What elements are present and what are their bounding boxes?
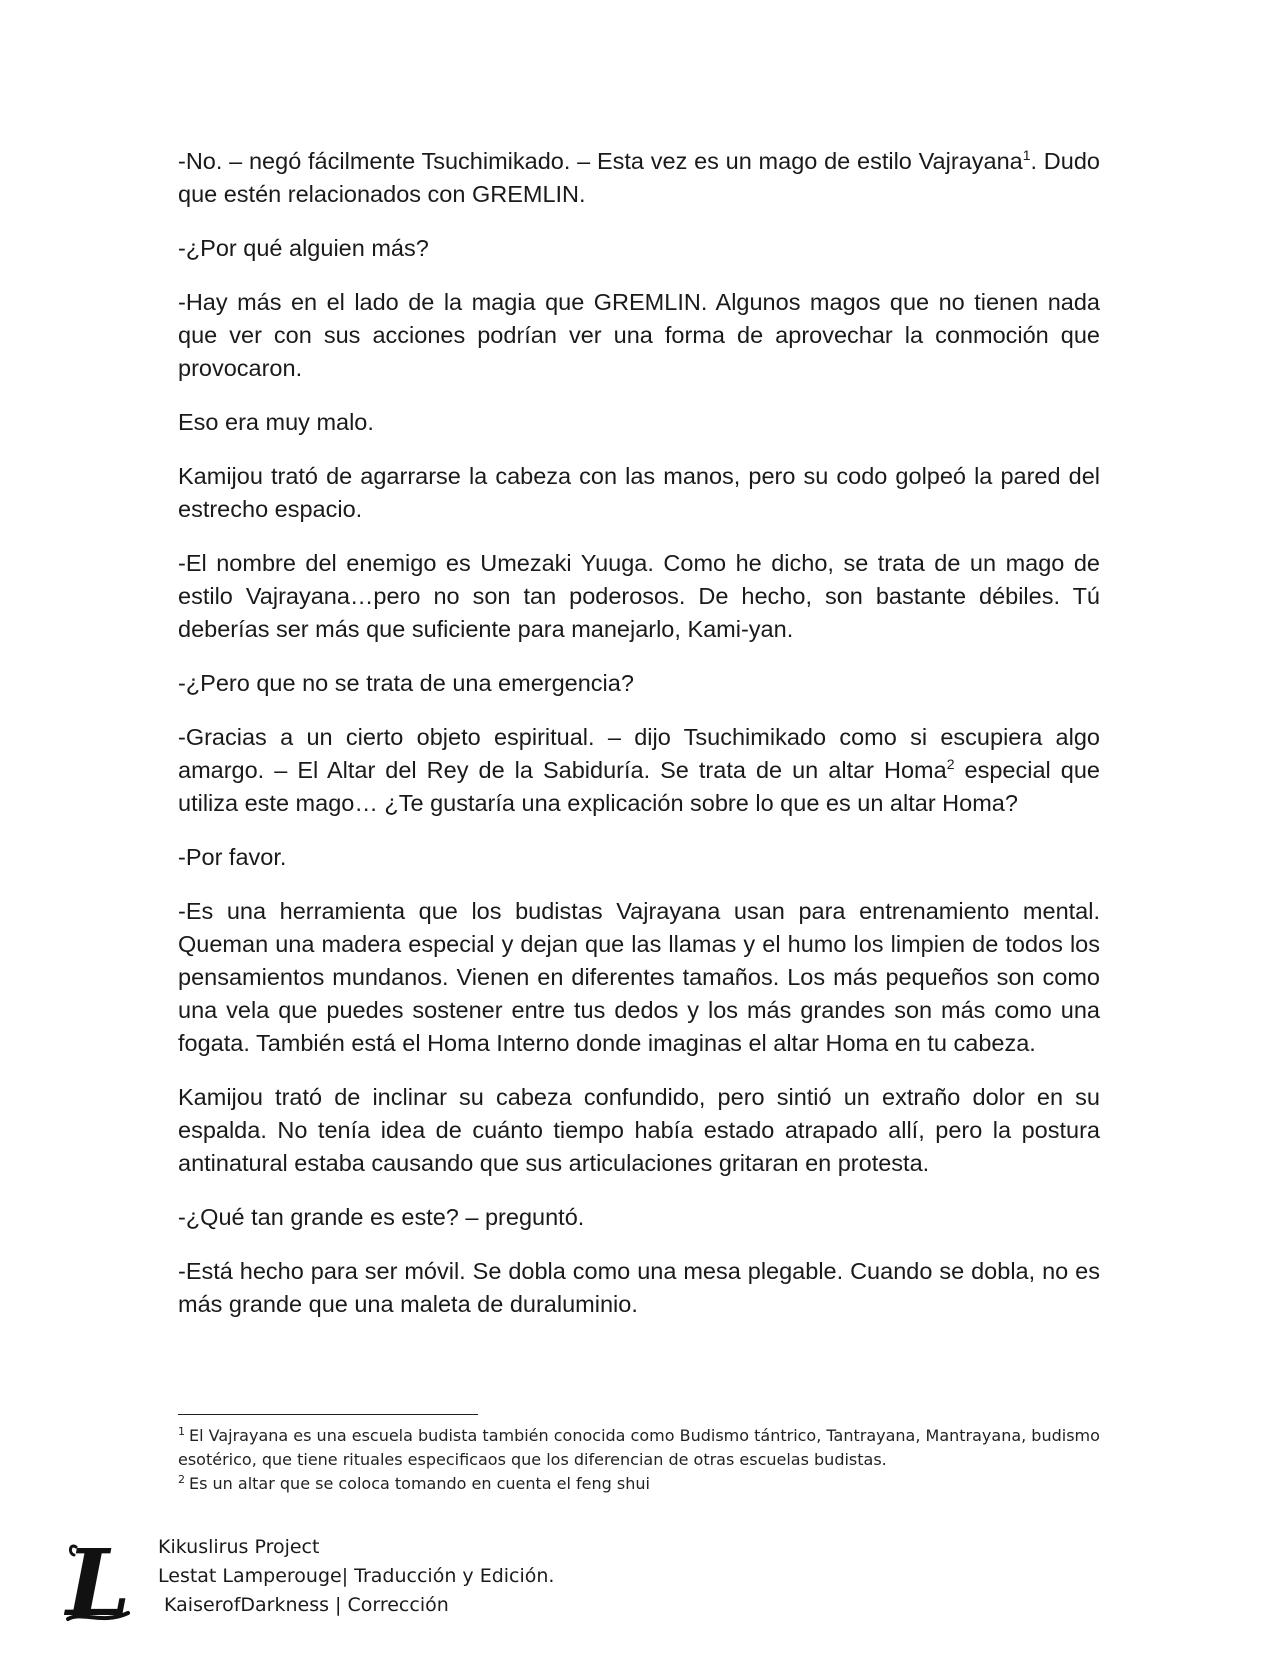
- paragraph-8: [178, 721, 1100, 820]
- paragraph-11: Kamijou trató de inclinar su cabeza confundido, pero sintió un extraño dolor en su espalda. No tenía idea de cuánto tiempo había estado atrapado allí, pero la postura antinatural estaba causando que sus articulaciones gritaran en protesta.: [178, 1084, 1100, 1176]
- paragraph-2: -¿Por qué alguien más?: [178, 235, 429, 261]
- footnote-separator: [178, 1414, 478, 1415]
- paragraph-text: -No. – negó fácilmente Tsuchimikado. – Esta vez es un mago de estilo Vajrayana: [178, 148, 1023, 174]
- corrector-credit: KaiserofDarkness | Corrección: [158, 1594, 449, 1616]
- paragraph-4: Eso era muy malo.: [178, 409, 374, 435]
- document-body: [178, 145, 1100, 1342]
- translator-credit: Lestat Lamperouge| Traducción y Edición.: [158, 1565, 555, 1587]
- paragraph-12: -¿Qué tan grande es este? – preguntó.: [178, 1204, 585, 1230]
- footnote-number: 2: [178, 1472, 185, 1486]
- footnote-ref-1[interactable]: 1: [1022, 147, 1031, 164]
- logo-letter: L: [66, 1535, 131, 1625]
- footnote-2: [178, 1472, 1100, 1496]
- paragraph-10: -Es una herramienta que los budistas Vajrayana usan para entrenamiento mental. Queman una madera especial y dejan que las llamas y el humo los limpien de todos los pensamientos mundanos. Vienen en diferentes tamaños. Los más pequeños son como una vela que puedes sostener entre tus dedos y los más grandes son más como una fogata. También está el Homa Interno donde imaginas el altar Homa en tu cabeza.: [178, 898, 1100, 1056]
- paragraph-text: -Gracias a un cierto objeto espiritual. – dijo Tsuchimikado como si escupiera algo amargo. – El Altar del Rey de la Sabiduría. Se trata de un altar Homa: [178, 724, 1100, 783]
- paragraph-1: [178, 145, 1100, 211]
- gothic-letter-L-icon: [62, 1535, 132, 1625]
- paragraph-6: -El nombre del enemigo es Umezaki Yuuga. Como he dicho, se trata de un mago de estilo Vajrayana…pero no son tan poderosos. De hecho, son bastante débiles. Tú deberías ser más que suficiente para manejarlo, Kami-yan.: [178, 550, 1100, 642]
- footnote-number: 1: [178, 1424, 185, 1438]
- paragraph-text-continued: . Dudo que estén relacionados con GREMLIN.: [178, 148, 1100, 207]
- paragraph-7: -¿Pero que no se trata de una emergencia?: [178, 670, 634, 696]
- paragraph-3: -Hay más en el lado de la magia que GREMLIN. Algunos magos que no tienen nada que ver con sus acciones podrían ver una forma de aprovechar la conmoción que provocaron.: [178, 289, 1100, 381]
- paragraph-text-continued: especial que utiliza este mago… ¿Te gustaría una explicación sobre lo que es un altar Homa?: [178, 757, 1100, 816]
- paragraph-5: Kamijou trató de agarrarse la cabeza con las manos, pero su codo golpeó la pared del estrecho espacio.: [178, 463, 1100, 522]
- footnote-ref-2[interactable]: 2: [946, 756, 955, 773]
- footnote-text: Es un altar que se coloca tomando en cuenta el feng shui: [189, 1474, 650, 1493]
- credits: [158, 1533, 554, 1620]
- footnote-text: El Vajrayana es una escuela budista también conocida como Budismo tántrico, Tantrayana, Mantrayana, budismo esotérico, que tiene rituales especificaos que los diferencian de otras escuelas budistas.: [178, 1426, 1100, 1469]
- footnotes: [178, 1424, 1100, 1496]
- paragraph-13: -Está hecho para ser móvil. Se dobla como una mesa plegable. Cuando se dobla, no es más grande que una maleta de duraluminio.: [178, 1258, 1100, 1317]
- project-name: Kikuslirus Project: [158, 1536, 320, 1558]
- paragraph-9: -Por favor.: [178, 844, 287, 870]
- footnote-1: [178, 1424, 1100, 1472]
